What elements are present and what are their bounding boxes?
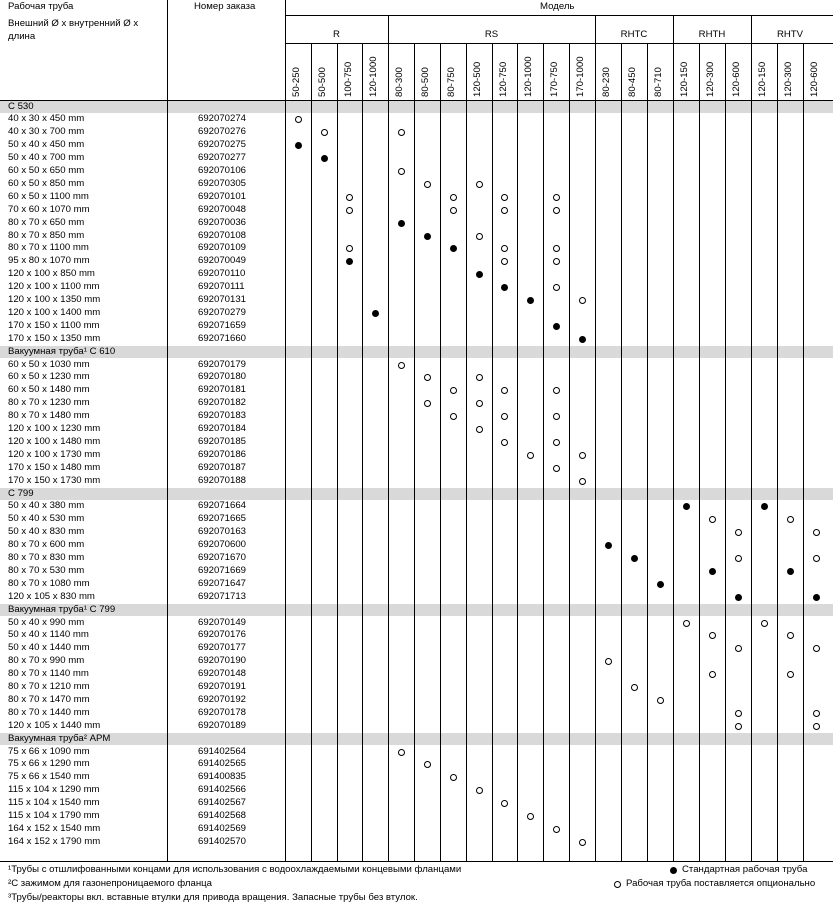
row-order-number: 692070188 xyxy=(198,474,247,486)
row-size: 170 x 150 x 1730 mm xyxy=(8,474,101,486)
row-order-number: 692070101 xyxy=(198,190,247,202)
row-size: 120 x 100 x 1230 mm xyxy=(8,423,101,434)
row-order-number: 692071670 xyxy=(198,552,247,563)
row-size: 70 x 60 x 1070 mm xyxy=(8,203,90,215)
optional-circle xyxy=(553,826,560,833)
row-order-number: 692070192 xyxy=(198,693,247,705)
standard-dot xyxy=(527,297,534,304)
optional-circle xyxy=(450,774,457,781)
optional-circle xyxy=(813,710,820,717)
row-size: 60 x 50 x 1230 mm xyxy=(8,371,90,383)
section-band xyxy=(0,101,833,114)
optional-circle xyxy=(553,439,560,446)
optional-circle xyxy=(476,400,483,407)
row-size: 115 x 104 x 1790 mm xyxy=(8,810,100,821)
row-size: 60 x 50 x 1100 mm xyxy=(8,190,89,202)
optional-circle xyxy=(346,245,353,252)
optional-circle xyxy=(501,387,508,394)
row-order-number: 692070184 xyxy=(198,423,247,434)
row-size: 50 x 40 x 1140 mm xyxy=(8,629,89,641)
row-size: 120 x 100 x 1730 mm xyxy=(8,448,101,460)
row-order-number: 692070190 xyxy=(198,655,247,667)
optional-circle xyxy=(527,813,534,820)
optional-circle xyxy=(787,671,794,678)
row-order-number: 692071660 xyxy=(198,332,247,344)
rule-col xyxy=(466,43,467,861)
optional-circle xyxy=(579,839,586,846)
rule-header-bottom xyxy=(0,100,833,101)
model-column-label: 120-300 xyxy=(783,61,794,97)
model-column-label: 80-710 xyxy=(653,67,664,97)
row-order-number: 692071665 xyxy=(198,513,247,525)
header-col1-line3: длина xyxy=(8,31,36,42)
row-order-number: 692070187 xyxy=(198,461,247,473)
optional-circle xyxy=(527,452,534,459)
row-order-number: 691400835 xyxy=(198,771,247,783)
row-order-number: 692070178 xyxy=(198,706,247,718)
rule-col xyxy=(595,15,596,861)
optional-circle xyxy=(709,671,716,678)
row-order-number: 692070279 xyxy=(198,306,247,318)
row-size: 75 x 66 x 1290 mm xyxy=(8,758,90,770)
legend-optional-label: Рабочая труба поставляется опционально xyxy=(626,878,816,890)
standard-dot xyxy=(605,542,612,549)
row-order-number: 692070036 xyxy=(198,216,247,228)
optional-circle xyxy=(605,658,612,665)
optional-circle xyxy=(787,632,794,639)
rule-col-order xyxy=(167,0,168,861)
rule-col xyxy=(311,43,312,861)
row-size: 80 x 70 x 1140 mm xyxy=(8,668,89,680)
row-order-number: 692070183 xyxy=(198,410,247,422)
row-size: 60 x 50 x 1480 mm xyxy=(8,384,90,396)
row-size: 120 x 105 x 1440 mm xyxy=(8,719,101,731)
row-size: 164 x 152 x 1540 mm xyxy=(8,822,101,834)
optional-circle xyxy=(321,129,328,136)
row-size: 40 x 30 x 700 mm xyxy=(8,126,85,138)
optional-circle xyxy=(501,439,508,446)
row-size: 80 x 70 x 600 mm xyxy=(8,539,85,551)
row-size: 80 x 70 x 1470 mm xyxy=(8,693,90,705)
row-order-number: 692070049 xyxy=(198,255,247,267)
section-title: Вакуумная труба¹ C 799 xyxy=(8,603,116,615)
optional-circle xyxy=(501,413,508,420)
row-size: 170 x 150 x 1100 mm xyxy=(8,319,100,331)
header-col1-line2: Внешний Ø x внутренний Ø x xyxy=(8,18,139,29)
row-order-number: 692070131 xyxy=(198,294,247,305)
row-size: 120 x 100 x 1400 mm xyxy=(8,306,101,318)
row-size: 60 x 50 x 1030 mm xyxy=(8,358,90,370)
rule-col xyxy=(803,43,804,861)
standard-dot xyxy=(631,555,638,562)
row-order-number: 692071713 xyxy=(198,590,247,602)
optional-circle xyxy=(553,258,560,265)
row-order-number: 692070181 xyxy=(198,384,247,396)
model-column-label: 50-500 xyxy=(317,67,328,97)
rule-col xyxy=(362,43,363,861)
optional-circle xyxy=(346,194,353,201)
row-size: 120 x 100 x 850 mm xyxy=(8,268,95,280)
rule-col xyxy=(777,43,778,861)
optional-circle xyxy=(476,181,483,188)
row-size: 170 x 150 x 1480 mm xyxy=(8,461,101,473)
row-order-number: 692070186 xyxy=(198,448,247,460)
rule-col xyxy=(647,43,648,861)
rule-col xyxy=(517,43,518,861)
model-column-label: 120-600 xyxy=(809,61,820,97)
optional-circle xyxy=(813,529,820,536)
optional-circle xyxy=(398,749,405,756)
rule-table-bottom xyxy=(0,861,833,862)
standard-dot xyxy=(501,284,508,291)
rule-col xyxy=(751,15,752,861)
legend-standard-dot xyxy=(670,867,677,874)
row-size: 80 x 70 x 850 mm xyxy=(8,229,85,241)
row-size: 75 x 66 x 1540 mm xyxy=(8,771,90,783)
row-size: 80 x 70 x 650 mm xyxy=(8,216,85,228)
row-order-number: 692070274 xyxy=(198,113,247,125)
model-column-label: 170-1000 xyxy=(575,56,586,97)
row-size: 80 x 70 x 990 mm xyxy=(8,655,85,667)
model-column-label: 80-450 xyxy=(627,67,638,97)
row-order-number: 692070305 xyxy=(198,177,247,189)
row-order-number: 691402564 xyxy=(198,745,247,757)
optional-circle xyxy=(579,452,586,459)
rule-col xyxy=(388,15,389,861)
row-size: 120 x 105 x 830 mm xyxy=(8,590,95,602)
optional-circle xyxy=(398,168,405,175)
optional-circle xyxy=(813,645,820,652)
row-order-number: 692070180 xyxy=(198,371,247,383)
optional-circle xyxy=(735,529,742,536)
footnote: ¹Трубы с отшлифованными концами для использования с водоохлаждаемыми концевыми фланцами xyxy=(8,864,462,876)
row-size: 120 x 100 x 1100 mm xyxy=(8,281,100,293)
model-column-label: 120-150 xyxy=(679,61,690,97)
row-order-number: 692070106 xyxy=(198,165,247,176)
standard-dot xyxy=(295,142,302,149)
standard-dot xyxy=(709,568,716,575)
optional-circle xyxy=(553,387,560,394)
optional-circle xyxy=(398,362,405,369)
footnote: ³Трубы/реакторы вкл. вставные втулки для привода вращения. Запасные трубы без втулок. xyxy=(8,892,418,904)
standard-dot xyxy=(398,220,405,227)
optional-circle xyxy=(501,245,508,252)
rule-col xyxy=(337,43,338,861)
optional-circle xyxy=(424,400,431,407)
optional-circle xyxy=(735,645,742,652)
model-column-label: 80-300 xyxy=(394,67,405,97)
row-order-number: 692070149 xyxy=(198,616,247,628)
optional-circle xyxy=(761,620,768,627)
model-group-rhtv: RHTV xyxy=(776,29,804,40)
standard-dot xyxy=(476,271,483,278)
row-size: 80 x 70 x 1440 mm xyxy=(8,706,90,718)
rule-col xyxy=(543,43,544,861)
row-size: 80 x 70 x 830 mm xyxy=(8,552,85,563)
optional-circle xyxy=(553,465,560,472)
optional-circle xyxy=(787,516,794,523)
row-size: 60 x 50 x 650 mm xyxy=(8,165,85,176)
optional-circle xyxy=(579,297,586,304)
row-size: 115 x 104 x 1290 mm xyxy=(8,784,100,796)
row-size: 80 x 70 x 1210 mm xyxy=(8,681,90,692)
optional-circle xyxy=(450,194,457,201)
optional-circle xyxy=(709,516,716,523)
standard-dot xyxy=(761,503,768,510)
row-size: 40 x 30 x 450 mm xyxy=(8,113,85,125)
standard-dot xyxy=(321,155,328,162)
model-column-label: 120-1000 xyxy=(368,56,379,97)
header-order-number: Номер заказа xyxy=(194,1,256,12)
rule-col xyxy=(699,43,700,861)
rule-col xyxy=(440,43,441,861)
row-size: 120 x 100 x 1350 mm xyxy=(8,294,101,305)
row-order-number: 692070189 xyxy=(198,719,247,731)
row-size: 80 x 70 x 1100 mm xyxy=(8,242,89,254)
row-order-number: 692070185 xyxy=(198,435,247,447)
section-band xyxy=(0,733,833,746)
row-order-number: 692070277 xyxy=(198,152,247,164)
row-order-number: 692071664 xyxy=(198,500,247,512)
optional-circle xyxy=(631,684,638,691)
legend-standard-label: Стандартная рабочая труба xyxy=(682,864,808,876)
model-column-label: 120-600 xyxy=(731,61,742,97)
section-title: C 530 xyxy=(8,100,34,112)
optional-circle xyxy=(735,723,742,730)
rule-col xyxy=(673,15,674,861)
row-order-number: 692070600 xyxy=(198,539,247,551)
optional-circle xyxy=(553,194,560,201)
row-order-number: 692071647 xyxy=(198,577,247,589)
row-order-number: 692070110 xyxy=(198,268,246,280)
row-order-number: 692070148 xyxy=(198,668,247,680)
row-order-number: 691402566 xyxy=(198,784,247,796)
optional-circle xyxy=(450,387,457,394)
row-order-number: 692070182 xyxy=(198,397,247,409)
row-order-number: 691402569 xyxy=(198,822,247,834)
optional-circle xyxy=(346,207,353,214)
row-size: 80 x 70 x 1480 mm xyxy=(8,410,90,422)
row-order-number: 692070179 xyxy=(198,358,247,370)
row-size: 60 x 50 x 850 mm xyxy=(8,177,85,189)
standard-dot xyxy=(450,245,457,252)
model-column-label: 170-750 xyxy=(549,61,560,97)
model-column-label: 120-1000 xyxy=(523,56,534,97)
optional-circle xyxy=(657,697,664,704)
standard-dot xyxy=(787,568,794,575)
row-order-number: 692070276 xyxy=(198,126,247,138)
row-order-number: 692070176 xyxy=(198,629,247,641)
optional-circle xyxy=(813,555,820,562)
standard-dot xyxy=(346,258,353,265)
model-column-label: 120-300 xyxy=(705,61,716,97)
row-size: 115 x 104 x 1540 mm xyxy=(8,797,100,809)
rule-col xyxy=(492,43,493,861)
row-order-number: 692070275 xyxy=(198,139,247,151)
row-size: 50 x 40 x 830 mm xyxy=(8,526,85,538)
model-column-label: 50-250 xyxy=(291,67,302,97)
row-size: 95 x 80 x 1070 mm xyxy=(8,255,90,267)
optional-circle xyxy=(683,620,690,627)
optional-circle xyxy=(450,207,457,214)
row-order-number: 692070163 xyxy=(198,526,247,538)
optional-circle xyxy=(709,632,716,639)
model-group-rs: RS xyxy=(484,29,499,40)
optional-circle xyxy=(476,426,483,433)
rule-col xyxy=(569,43,570,861)
row-order-number: 691402570 xyxy=(198,835,247,847)
row-order-number: 692070111 xyxy=(198,281,245,293)
optional-circle xyxy=(501,258,508,265)
row-size: 120 x 100 x 1480 mm xyxy=(8,435,101,447)
row-order-number: 692070191 xyxy=(198,681,247,692)
row-order-number: 692070177 xyxy=(198,642,247,654)
model-column-label: 80-230 xyxy=(601,67,612,97)
row-size: 50 x 40 x 380 mm xyxy=(8,500,85,512)
header-model: Модель xyxy=(540,1,575,12)
optional-circle xyxy=(553,413,560,420)
footnote: ²С зажимом для газонепроницаемого фланца xyxy=(8,878,212,890)
optional-circle xyxy=(450,413,457,420)
row-order-number: 692070109 xyxy=(198,242,247,254)
legend-optional-circle xyxy=(614,881,621,888)
optional-circle xyxy=(501,194,508,201)
rule-col xyxy=(285,0,286,861)
section-band xyxy=(0,346,833,359)
section-title: Вакуумная труба² APM xyxy=(8,732,111,744)
row-order-number: 691402565 xyxy=(198,758,247,770)
model-column-label: 80-500 xyxy=(420,67,431,97)
model-column-label: 120-750 xyxy=(498,61,509,97)
model-column-label: 120-150 xyxy=(757,61,768,97)
optional-circle xyxy=(476,374,483,381)
optional-circle xyxy=(295,116,302,123)
model-group-rhtc: RHTC xyxy=(620,29,648,40)
standard-dot xyxy=(735,594,742,601)
rule-col xyxy=(725,43,726,861)
row-size: 50 x 40 x 700 mm xyxy=(8,152,85,164)
row-order-number: 691402567 xyxy=(198,797,247,809)
row-size: 50 x 40 x 450 mm xyxy=(8,139,85,151)
optional-circle xyxy=(553,207,560,214)
optional-circle xyxy=(476,233,483,240)
standard-dot xyxy=(657,581,664,588)
optional-circle xyxy=(476,787,483,794)
optional-circle xyxy=(553,284,560,291)
standard-dot xyxy=(579,336,586,343)
optional-circle xyxy=(424,761,431,768)
row-order-number: 691402568 xyxy=(198,810,247,821)
section-band xyxy=(0,604,833,617)
row-order-number: 692071659 xyxy=(198,319,247,331)
model-column-label: 120-500 xyxy=(472,61,483,97)
model-column-label: 80-750 xyxy=(446,67,457,97)
optional-circle xyxy=(501,800,508,807)
rule-col xyxy=(621,43,622,861)
standard-dot xyxy=(553,323,560,330)
optional-circle xyxy=(398,129,405,136)
row-size: 75 x 66 x 1090 mm xyxy=(8,745,90,757)
standard-dot xyxy=(683,503,690,510)
row-order-number: 692070108 xyxy=(198,229,247,241)
optional-circle xyxy=(735,710,742,717)
standard-dot xyxy=(372,310,379,317)
row-size: 50 x 40 x 530 mm xyxy=(8,513,85,525)
optional-circle xyxy=(579,478,586,485)
model-group-rhth: RHTH xyxy=(698,29,726,40)
model-group-r: R xyxy=(333,29,340,40)
optional-circle xyxy=(553,245,560,252)
optional-circle xyxy=(501,207,508,214)
section-title: Вакуумная труба¹ C 610 xyxy=(8,345,116,357)
optional-circle xyxy=(735,555,742,562)
row-size: 50 x 40 x 990 mm xyxy=(8,616,85,628)
optional-circle xyxy=(424,181,431,188)
row-order-number: 692071669 xyxy=(198,564,247,576)
standard-dot xyxy=(424,233,431,240)
optional-circle xyxy=(813,723,820,730)
model-column-label: 100-750 xyxy=(343,61,354,97)
row-order-number: 692070048 xyxy=(198,203,247,215)
row-size: 50 x 40 x 1440 mm xyxy=(8,642,90,654)
standard-dot xyxy=(813,594,820,601)
row-size: 170 x 150 x 1350 mm xyxy=(8,332,101,344)
header-col1-line1: Рабочая труба xyxy=(8,1,74,12)
row-size: 80 x 70 x 530 mm xyxy=(8,564,85,576)
optional-circle xyxy=(424,374,431,381)
section-title: C 799 xyxy=(8,487,34,499)
row-size: 80 x 70 x 1230 mm xyxy=(8,397,90,409)
row-size: 80 x 70 x 1080 mm xyxy=(8,577,90,589)
section-band xyxy=(0,488,833,501)
row-size: 164 x 152 x 1790 mm xyxy=(8,835,101,847)
rule-col xyxy=(414,43,415,861)
